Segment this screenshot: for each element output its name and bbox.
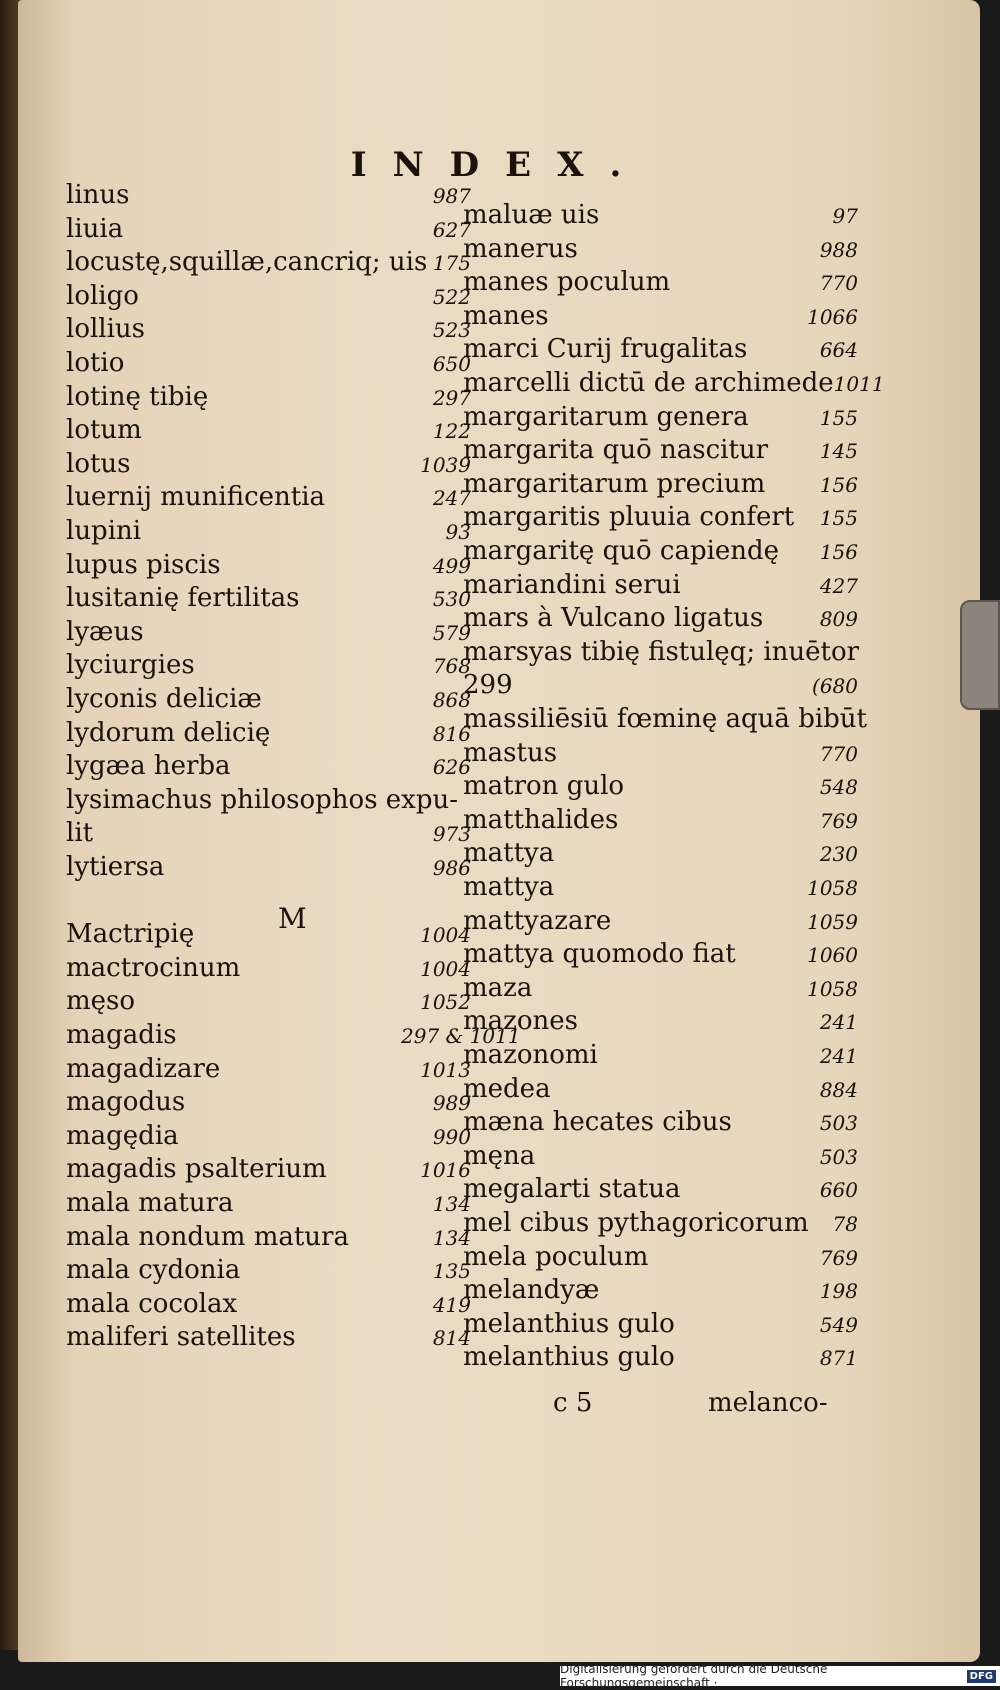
index-entry <box>66 382 471 412</box>
index-term: lytiersa <box>66 852 165 882</box>
page-number: 987 <box>432 184 471 208</box>
index-term: mazonomi <box>463 1040 598 1070</box>
index-term: lollius <box>66 314 146 345</box>
index-entry <box>66 1020 521 1050</box>
index-term: 299 <box>463 670 513 701</box>
index-term: lotio <box>66 348 125 378</box>
index-entry <box>463 1309 858 1339</box>
index-entry <box>66 1322 471 1352</box>
index-entry <box>66 986 471 1016</box>
index-entry <box>66 415 471 445</box>
page-number: (680 <box>812 674 858 699</box>
page-number: 503 <box>819 1111 858 1136</box>
index-term: melanthius gulo <box>463 1342 675 1373</box>
page-number: 134 <box>432 1192 471 1216</box>
page-number: 988 <box>819 237 858 262</box>
page-number: 145 <box>819 439 858 464</box>
index-term: lupus piscis <box>66 549 221 580</box>
index-entry <box>66 214 471 244</box>
index-entry <box>66 650 471 680</box>
index-term: maliferi satellites <box>66 1322 296 1353</box>
page-number: 626 <box>432 755 471 780</box>
index-term: marsyas tibię fistulęq; inuētor <box>463 636 860 667</box>
index-term: męso <box>66 986 136 1017</box>
index-entry <box>463 334 858 364</box>
page-number: 1060 <box>807 943 858 968</box>
index-term: magodus <box>66 1087 186 1118</box>
index-entry <box>463 1242 858 1272</box>
page-number: 816 <box>432 721 471 746</box>
page-number: 973 <box>432 822 471 847</box>
index-entry <box>463 872 858 902</box>
index-entry <box>66 281 471 311</box>
index-entry <box>463 502 858 532</box>
index-term: lotus <box>66 448 131 479</box>
page-number: 1016 <box>420 1158 471 1183</box>
index-entry <box>66 550 471 580</box>
index-entry <box>66 818 471 848</box>
index-term: mars à Vulcano ligatus <box>463 603 764 634</box>
index-term: locustę,squillæ,cancriq; uis <box>66 247 428 278</box>
index-entry <box>66 617 471 647</box>
index-entry <box>463 402 858 432</box>
dfg-text: Digitalisierung gefördert durch die Deutsche Forschungsgemeinschaft · <box>560 1662 828 1690</box>
index-entry <box>66 785 471 815</box>
page-number: 134 <box>432 1225 471 1250</box>
index-entry <box>66 449 471 479</box>
index-term: lygæa herba <box>66 751 231 782</box>
page-number: 97 <box>832 204 858 228</box>
index-entry <box>463 805 858 835</box>
clasp-tab <box>960 600 1000 710</box>
index-entry <box>463 771 858 801</box>
index-entry <box>66 1087 471 1117</box>
page-number: 419 <box>432 1292 471 1317</box>
index-term: lydorum delicię <box>66 717 271 748</box>
page-number: 989 <box>432 1091 471 1116</box>
index-entry <box>463 704 867 734</box>
index-term: lotinę tibię <box>66 381 209 412</box>
index-term: magadizare <box>66 1053 221 1084</box>
index-entry <box>463 368 885 398</box>
index-term: lit <box>66 818 94 849</box>
page-number: 1066 <box>807 304 858 329</box>
index-term: lotum <box>66 415 142 446</box>
index-term: mala nondum matura <box>66 1221 349 1252</box>
page-number: 175 <box>432 251 471 276</box>
page-number: 868 <box>432 688 471 712</box>
page-number: 884 <box>819 1077 858 1102</box>
index-term: luernij munificentia <box>66 482 326 513</box>
index-entry <box>66 953 471 983</box>
index-term: Mactripię <box>66 919 195 950</box>
index-entry <box>66 314 471 344</box>
index-entry <box>66 348 471 378</box>
index-entry <box>66 718 471 748</box>
index-entry <box>463 536 858 566</box>
index-entry <box>66 1154 471 1184</box>
index-entry <box>463 267 858 297</box>
page-number: 627 <box>432 217 471 242</box>
index-entry <box>463 603 858 633</box>
index-entry <box>463 973 858 1003</box>
index-term: męna <box>463 1140 536 1171</box>
page-number: 241 <box>819 1044 858 1068</box>
index-term: mel cibus pythagoricorum <box>463 1208 809 1238</box>
index-term: liuia <box>66 213 124 244</box>
page-number: 809 <box>819 607 858 632</box>
index-term: margaritarum precium <box>463 468 766 499</box>
page-number: 247 <box>432 486 471 511</box>
book-page <box>18 0 980 1662</box>
index-term: manerus <box>463 233 578 264</box>
page-number: 579 <box>432 620 471 645</box>
index-entry <box>66 1054 471 1084</box>
index-entry <box>66 247 471 277</box>
page-number: 768 <box>432 654 471 679</box>
page-number: 549 <box>819 1312 858 1337</box>
page-number: 93 <box>445 520 471 544</box>
page-number: 427 <box>819 573 858 598</box>
index-entry <box>463 1107 858 1137</box>
index-entry <box>463 200 858 230</box>
index-term: mala matura <box>66 1188 234 1218</box>
index-term: magadis <box>66 1020 177 1050</box>
index-entry <box>463 1074 858 1104</box>
page-number: 769 <box>819 1245 858 1270</box>
index-term: massiliēsiū fœminę aquā bibūt <box>463 704 867 734</box>
page-number: 650 <box>432 352 471 376</box>
index-entry <box>463 301 858 331</box>
index-entry <box>66 919 471 949</box>
page-number: 1004 <box>420 923 471 948</box>
index-term: melanthius gulo <box>463 1308 675 1339</box>
section-letter: M <box>278 902 307 935</box>
index-entry <box>463 570 858 600</box>
index-term: mastus <box>463 737 558 768</box>
index-entry <box>66 1255 471 1285</box>
index-term: melandyæ <box>463 1275 600 1306</box>
index-entry <box>463 1040 858 1070</box>
index-term: mattyazare <box>463 905 612 936</box>
index-term: mariandini serui <box>463 569 681 600</box>
page-number: 122 <box>432 419 471 444</box>
index-entry <box>66 852 471 882</box>
index-entry <box>463 906 858 936</box>
index-term: mæna hecates cibus <box>463 1107 732 1138</box>
index-entry <box>463 1208 858 1238</box>
index-term: mala cydonia <box>66 1255 241 1286</box>
index-term: maluæ uis <box>463 200 600 230</box>
index-term: linus <box>66 180 130 210</box>
page-number: 155 <box>819 506 858 531</box>
page-number: 1052 <box>420 990 471 1015</box>
page-number: 770 <box>819 741 858 766</box>
page-number: 78 <box>832 1212 858 1236</box>
index-entry <box>463 1342 858 1372</box>
index-term: lusitanię fertilitas <box>66 583 300 614</box>
index-entry <box>66 180 471 210</box>
page-number: 1039 <box>420 452 471 477</box>
index-entry <box>463 1174 858 1204</box>
index-term: mazones <box>463 1006 578 1037</box>
page-number: 986 <box>432 856 471 880</box>
page-number: 230 <box>819 842 858 867</box>
page-number: 241 <box>819 1010 858 1035</box>
page-number: 770 <box>819 271 858 296</box>
page-number: 156 <box>819 540 858 564</box>
index-term: mattya <box>463 838 555 869</box>
index-term: matthalides <box>463 804 619 835</box>
index-term: manes <box>463 300 549 331</box>
index-term: mela poculum <box>463 1241 649 1272</box>
page-number: 660 <box>819 1178 858 1203</box>
page-number: 1058 <box>807 876 858 900</box>
page-number: 664 <box>819 338 858 363</box>
index-term: magadis psalterium <box>66 1154 327 1185</box>
index-term: lupini <box>66 516 142 546</box>
index-term: mattya quomodo fiat <box>463 939 736 970</box>
index-entry <box>463 670 858 700</box>
page-number: 990 <box>432 1124 471 1149</box>
index-term: lyæus <box>66 616 144 647</box>
index-entry <box>66 684 471 714</box>
page-number: 522 <box>432 284 471 309</box>
catchword: melanco- <box>708 1388 828 1418</box>
index-entry <box>463 738 858 768</box>
page-number: 814 <box>432 1326 471 1351</box>
index-term: matron gulo <box>463 771 625 802</box>
page-number: 297 <box>432 385 471 410</box>
index-entry <box>463 234 858 264</box>
index-entry <box>463 435 858 465</box>
index-term: marci Curij frugalitas <box>463 334 748 365</box>
page-number: 156 <box>819 472 858 497</box>
index-entry <box>463 838 858 868</box>
dfg-logo: DFG <box>967 1670 996 1683</box>
index-term: loligo <box>66 280 139 311</box>
index-entry <box>66 516 471 546</box>
index-entry <box>463 1141 858 1171</box>
dfg-watermark <box>560 1662 1000 1690</box>
page-number: 499 <box>432 553 471 578</box>
index-term: margaritę quō capiendę <box>463 536 780 566</box>
index-term: lysimachus philosophos expu- <box>66 784 459 815</box>
index-entry <box>463 1275 858 1305</box>
page-number: 135 <box>432 1259 471 1284</box>
index-entry <box>66 751 471 781</box>
page-number: 297 & 1011 <box>401 1024 521 1048</box>
page-number: 1058 <box>807 976 858 1001</box>
page-number: 198 <box>819 1279 858 1304</box>
page-number: 1013 <box>420 1057 471 1082</box>
page-number: 871 <box>819 1346 858 1371</box>
index-entry <box>463 637 858 667</box>
index-entry <box>66 1188 471 1218</box>
index-entry <box>463 469 858 499</box>
page-number: 1004 <box>420 956 471 981</box>
page-number: 548 <box>819 775 858 800</box>
index-entry <box>463 939 858 969</box>
index-term: margaritarum genera <box>463 401 749 432</box>
index-term: mala cocolax <box>66 1288 238 1319</box>
page-number: 1059 <box>807 909 858 934</box>
index-term: lyconis deliciæ <box>66 684 262 714</box>
index-entry <box>66 1222 471 1252</box>
index-entry <box>66 1121 471 1151</box>
index-term: margaritis pluuia confert <box>463 502 795 533</box>
index-term: medea <box>463 1073 551 1104</box>
index-term: manes poculum <box>463 267 671 298</box>
index-entry <box>66 583 471 613</box>
page-number: 769 <box>819 808 858 833</box>
index-entry <box>66 482 471 512</box>
page-title: INDEX. <box>350 145 648 185</box>
index-entry <box>463 1006 858 1036</box>
index-term: magędia <box>66 1120 179 1151</box>
index-term: margarita quō nascitur <box>463 435 769 466</box>
index-term: lyciurgies <box>66 650 195 681</box>
index-term: maza <box>463 972 533 1003</box>
page-number: 523 <box>432 318 471 343</box>
page-number: 155 <box>819 405 858 430</box>
index-term: megalarti statua <box>463 1174 681 1205</box>
page-number: 530 <box>432 587 471 612</box>
index-term: mactrocinum <box>66 952 241 983</box>
index-term: marcelli dictū de archimede <box>463 368 834 398</box>
page-number: 503 <box>819 1144 858 1169</box>
index-entry <box>66 1289 471 1319</box>
page-number: 1011 <box>833 372 885 396</box>
signature-mark: c 5 <box>553 1388 593 1418</box>
index-term: mattya <box>463 872 555 902</box>
